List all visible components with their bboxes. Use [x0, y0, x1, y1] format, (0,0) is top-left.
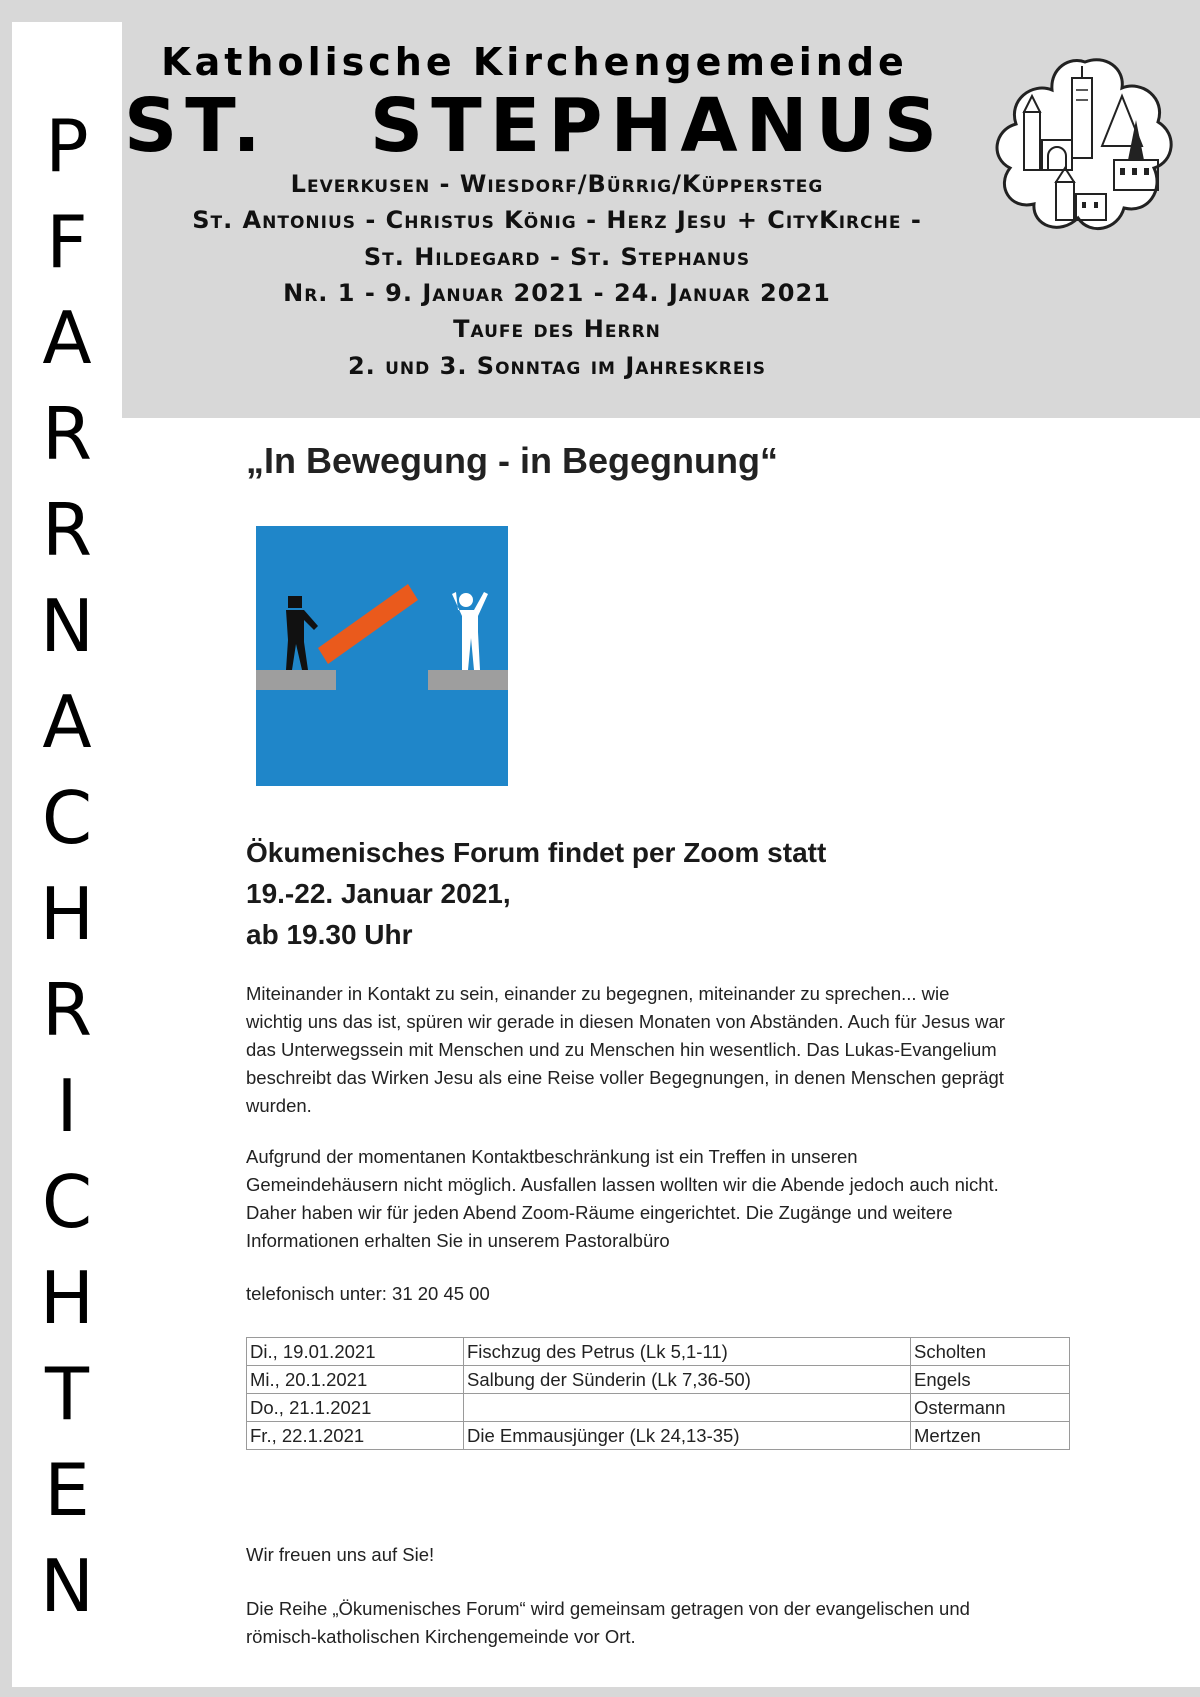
- text-line: Aufgrund der momentanen Kontaktbeschränkung ist ein Treffen in unseren: [246, 1146, 858, 1167]
- text-line: römisch-katholischen Kirchengemeinde vor Ort.: [246, 1626, 636, 1647]
- table-row: [247, 1422, 1070, 1450]
- schedule-speaker: Engels: [911, 1366, 1070, 1394]
- parish-label: Katholische Kirchengemeinde: [161, 40, 908, 84]
- text-line: wichtig uns das ist, spüren wir gerade in diesen Monaten von Abständen. Auch für Jesus war: [246, 1011, 1005, 1032]
- table-row: [247, 1394, 1070, 1422]
- parish-name: ST. STEPHANUS: [123, 83, 945, 169]
- forum-date-line: 19.-22. Januar 2021,: [246, 878, 511, 909]
- schedule-speaker: Mertzen: [911, 1422, 1070, 1450]
- text-line: beschreibt das Wirken Jesu als eine Reise voller Begegnungen, in denen Menschen geprägt: [246, 1067, 1004, 1088]
- sidebar-letter: H: [39, 872, 95, 956]
- sidebar-letter: A: [42, 296, 92, 380]
- sidebar-letter: R: [41, 488, 93, 572]
- text-line: Die Reihe „Ökumenisches Forum“ wird gemeinsam getragen von der evangelischen und: [246, 1598, 970, 1619]
- intro-paragraph: [246, 980, 1076, 1120]
- masthead-subline: St. Antonius - Christus König - Herz Jesu + CityKirche -: [192, 206, 922, 234]
- schedule-date: Mi., 20.1.2021: [247, 1366, 464, 1394]
- schedule-topic: Die Emmausjünger (Lk 24,13-35): [464, 1422, 911, 1450]
- sidebar-letter: C: [41, 1160, 93, 1244]
- sidebar-letter: I: [56, 1064, 78, 1148]
- masthead-subline: Taufe des Herrn: [453, 315, 661, 343]
- footer-paragraph: [246, 1595, 1076, 1651]
- masthead: [122, 0, 1200, 418]
- schedule-date: Fr., 22.1.2021: [247, 1422, 464, 1450]
- forum-title-line: Ökumenisches Forum findet per Zoom statt: [246, 837, 827, 868]
- text-line: Daher haben wir für jeden Abend Zoom-Räume eingerichtet. Die Zugänge und weitere: [246, 1202, 953, 1223]
- sidebar-letter: F: [46, 200, 88, 284]
- forum-time-line: ab 19.30 Uhr: [246, 919, 413, 950]
- sidebar-pfarrnachrichten: [12, 22, 122, 1687]
- article-headline: „In Bewegung - in Begegnung“: [246, 440, 778, 481]
- schedule-table: [246, 1337, 1070, 1450]
- bridge-encounter-illustration-icon: [256, 526, 508, 786]
- schedule-speaker: Scholten: [911, 1338, 1070, 1366]
- sidebar-letter: A: [42, 680, 92, 764]
- masthead-subline: Leverkusen - Wiesdorf/Bürrig/Küppersteg: [290, 170, 824, 198]
- table-row: [247, 1338, 1070, 1366]
- masthead-subline: St. Hildegard - St. Stephanus: [363, 243, 751, 271]
- schedule-speaker: Ostermann: [911, 1394, 1070, 1422]
- zoom-info-paragraph: [246, 1143, 1076, 1255]
- text-line: das Unterwegssein mit Menschen und zu Menschen hin wesentlich. Das Lukas-Evangelium: [246, 1039, 997, 1060]
- text-line: Informationen erhalten Sie in unserem Pastoralbüro: [246, 1230, 670, 1251]
- schedule-topic: Salbung der Sünderin (Lk 7,36-50): [464, 1366, 911, 1394]
- sidebar-letter: E: [44, 1448, 90, 1532]
- text-line: wurden.: [246, 1095, 312, 1116]
- phone-line: telefonisch unter: 31 20 45 00: [246, 1283, 490, 1304]
- schedule-date: Do., 21.1.2021: [247, 1394, 464, 1422]
- sidebar-letter: P: [45, 104, 89, 188]
- sidebar-letter: H: [39, 1256, 95, 1340]
- sidebar-letter: R: [41, 392, 93, 476]
- sidebar-letter: N: [40, 584, 94, 668]
- text-line: Miteinander in Kontakt zu sein, einander zu begegnen, miteinander zu sprechen... wie: [246, 983, 950, 1004]
- text-line: Gemeindehäusern nicht möglich. Ausfallen lassen wollten wir die Abende jedoch auch nicht.: [246, 1174, 999, 1195]
- sidebar-letter: T: [45, 1352, 89, 1436]
- schedule-date: Di., 19.01.2021: [247, 1338, 464, 1366]
- issue-number: Nr. 1 - 9. Januar 2021 - 24. Januar 2021: [283, 279, 831, 307]
- forum-title: [246, 832, 826, 955]
- sidebar-letter: R: [41, 968, 93, 1052]
- closing-line: Wir freuen uns auf Sie!: [246, 1544, 435, 1565]
- sidebar-letter: N: [40, 1544, 94, 1628]
- masthead-subline: 2. und 3. Sonntag im Jahreskreis: [347, 352, 767, 380]
- table-row: [247, 1366, 1070, 1394]
- sidebar-letter: C: [41, 776, 93, 860]
- schedule-topic: [464, 1394, 911, 1422]
- schedule-topic: Fischzug des Petrus (Lk 5,1-11): [464, 1338, 911, 1366]
- parish-churches-logo-icon: [990, 50, 1180, 240]
